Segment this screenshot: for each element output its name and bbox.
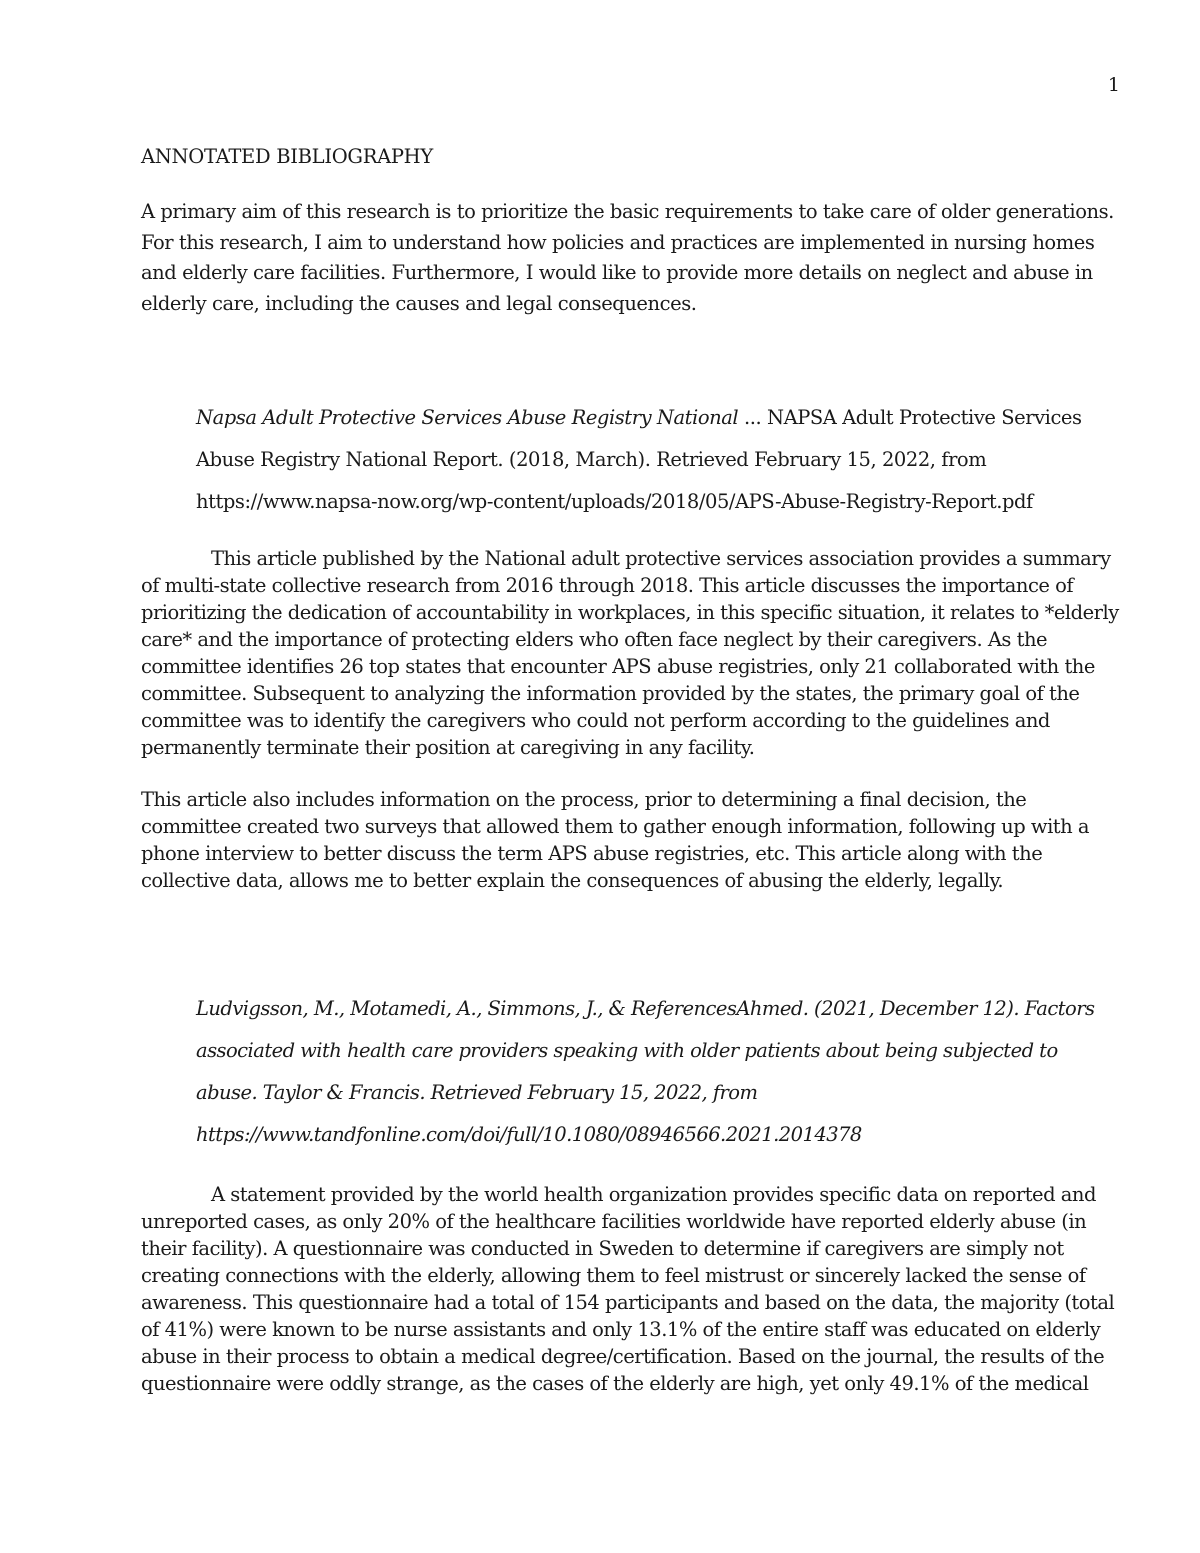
intro-paragraph: A primary aim of this research is to prioritize the basic requirements to take care of older generations. For this research, I aim to understand how policies and practices are implemented in nursing homes and elderly care facilities. Furthermore, I would like to provide more details on neglect and abuse in elderly care, including the causes and legal consequences. bbox=[141, 200, 1114, 315]
page-number: 1 bbox=[1107, 74, 1120, 96]
citation-ludvigsson bbox=[196, 988, 1121, 1156]
citation-napsa bbox=[196, 397, 1121, 523]
document-title: ANNOTATED BIBLIOGRAPHY bbox=[141, 145, 433, 168]
citation-napsa-title: Napsa Adult Protective Services Abuse Registry National bbox=[196, 406, 739, 429]
annotation-ludvigsson-paragraph-1: A statement provided by the world health organization provides specific data on reported and unreported cases, as only 20% of the healthcare facilities worldwide have reported elderly abuse (in their facility). A questionnaire was conducted in Sweden to determine if caregivers are simply not creating connections with the elderly, allowing them to feel mistrust or sincerely lacked the sense of awareness. This questionnaire had a total of 154 participants and based on the data, the majority (total of 41%) were known to be nurse assistants and only 13.1% of the entire staff was educated on elderly abuse in their process to obtain a medical degree/certification. Based on the journal, the results of the questionnaire were oddly strange, as the cases of the elderly are high, yet only 49.1% of the medical bbox=[141, 1183, 1115, 1395]
annotation-napsa-paragraph-2: This article also includes information on the process, prior to determining a final decision, the committee created two surveys that allowed them to gather enough information, following up with a phone interview to better discuss the term APS abuse registries, etc. This article along with the collective data, allows me to better explain the consequences of abusing the elderly, legally. bbox=[141, 788, 1090, 892]
citation-napsa-details: ... NAPSA Adult Protective Services Abuse Registry National Report. (2018, March). Retrieved February 15, 2022, from https://www.napsa-now.org/wp-content/uploads/2018/05/APS-Abuse-Registry-Report.pdf bbox=[196, 406, 1082, 513]
citation-ludvigsson-text: Ludvigsson, M., Motamedi, A., Simmons, J., & ReferencesAhmed. (2021, December 12). Factors associated with health care providers speaking with older patients about being subjected to abuse. Taylor & Francis. Retrieved February 15, 2022, from https://www.tandfonline.com/doi/full/10.1080/08946566.2021.2014378 bbox=[196, 997, 1095, 1146]
annotation-napsa-paragraph-1: This article published by the National adult protective services association provides a summary of multi-state collective research from 2016 through 2018. This article discusses the importance of prioritizing the dedication of accountability in workplaces, in this specific situation, it relates to *elderly care* and the importance of protecting elders who often face neglect by their caregivers. As the committee identifies 26 top states that encounter APS abuse registries, only 21 collaborated with the committee. Subsequent to analyzing the information provided by the states, the primary goal of the committee was to identify the caregivers who could not perform according to the guidelines and permanently terminate their position at caregiving in any facility. bbox=[141, 547, 1119, 759]
